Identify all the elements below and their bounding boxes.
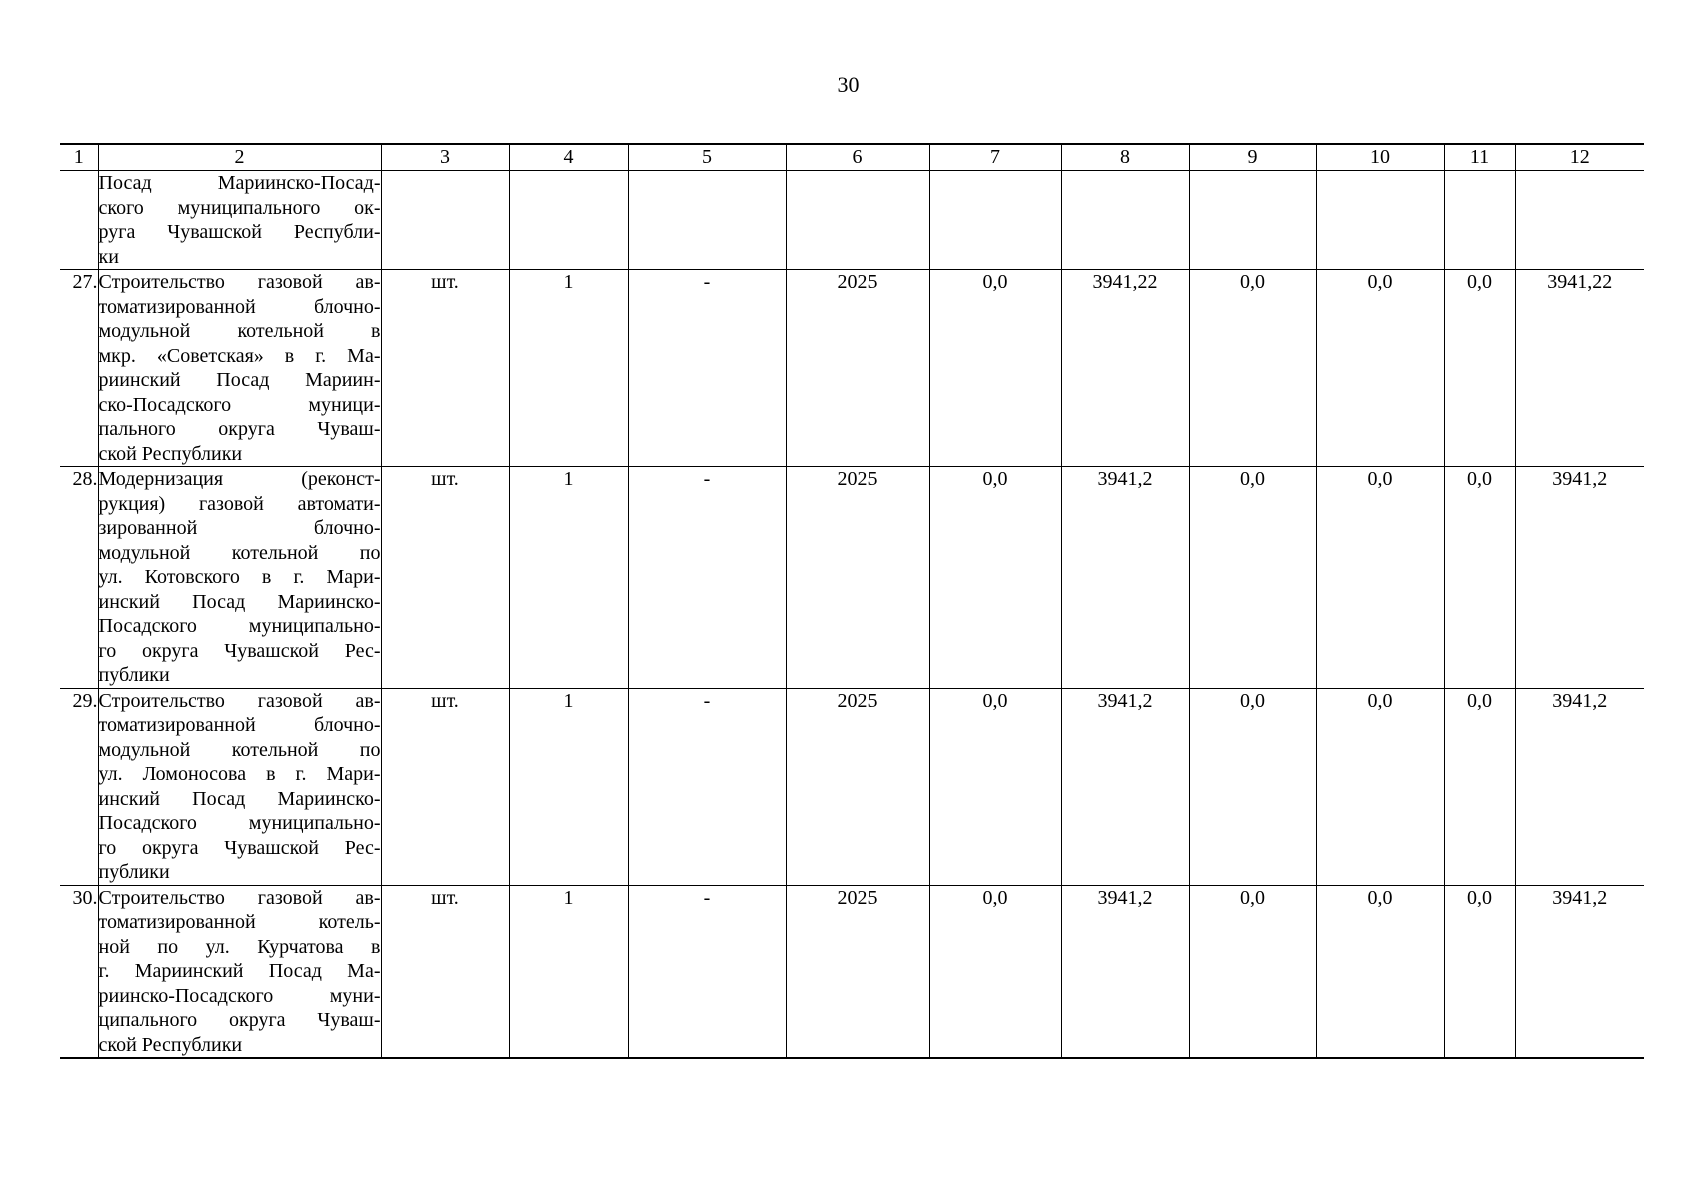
measure-name-line: ул. Ломоносова в г. Мари- bbox=[98, 763, 381, 785]
unit-cell: шт. bbox=[381, 885, 509, 1058]
col9-cell: 0,0 bbox=[1189, 270, 1316, 467]
table-row bbox=[60, 467, 1644, 689]
measure-name-line: томатизированной котель- bbox=[98, 911, 381, 933]
col11-cell: 0,0 bbox=[1444, 688, 1515, 885]
col11-cell: 0,0 bbox=[1444, 885, 1515, 1058]
row-number: 27. bbox=[60, 270, 98, 467]
column-header-4: 4 bbox=[509, 144, 628, 171]
column-header-2: 2 bbox=[98, 144, 381, 171]
measure-name-line: го округа Чувашской Рес- bbox=[98, 836, 381, 859]
column-header-11: 11 bbox=[1444, 144, 1515, 171]
col11-cell bbox=[1444, 171, 1515, 270]
column-header-7: 7 bbox=[929, 144, 1061, 171]
col7-cell: 0,0 bbox=[929, 270, 1061, 467]
measure-name bbox=[98, 171, 381, 270]
col7-cell: 0,0 bbox=[929, 885, 1061, 1058]
measure-name-line: модульной котельной по bbox=[98, 541, 381, 564]
measure-name-line: инский Посад Мариинско- bbox=[98, 787, 381, 810]
year-cell: 2025 bbox=[786, 885, 929, 1058]
measure-name-line: риинский Посад Мариин- bbox=[98, 369, 381, 391]
measure-name-line: Посад Мариинско-Посад- bbox=[98, 172, 381, 194]
col8-cell bbox=[1061, 171, 1189, 270]
quantity-cell bbox=[509, 171, 628, 270]
col8-cell: 3941,2 bbox=[1061, 885, 1189, 1058]
measure-name-line: ципального округа Чуваш- bbox=[98, 1009, 381, 1031]
measure-name-line: зированной блочно- bbox=[98, 517, 381, 539]
unit-cell: шт. bbox=[381, 467, 509, 689]
col7-cell bbox=[929, 171, 1061, 270]
measure-name-line: публики bbox=[98, 861, 170, 883]
column-header-8: 8 bbox=[1061, 144, 1189, 171]
col8-cell: 3941,2 bbox=[1061, 467, 1189, 689]
col8-cell: 3941,22 bbox=[1061, 270, 1189, 467]
col12-cell: 3941,2 bbox=[1515, 688, 1644, 885]
measure-name-line: ского муниципального ок- bbox=[98, 196, 381, 219]
quantity-cell: 1 bbox=[509, 467, 628, 689]
col12-cell: 3941,2 bbox=[1515, 885, 1644, 1058]
measure-name bbox=[98, 467, 381, 689]
year-cell: 2025 bbox=[786, 270, 929, 467]
col10-cell: 0,0 bbox=[1316, 688, 1444, 885]
page-number: 30 bbox=[837, 72, 860, 97]
column-header-3: 3 bbox=[381, 144, 509, 171]
measure-name-line: г. Мариинский Посад Ма- bbox=[98, 960, 381, 982]
column-header-12: 12 bbox=[1515, 144, 1644, 171]
measure-name bbox=[98, 270, 381, 467]
measure-name-line: инский Посад Мариинско- bbox=[98, 590, 381, 613]
measure-name-line: Строительство газовой ав- bbox=[98, 886, 381, 909]
table-row bbox=[60, 171, 1644, 270]
col10-cell: 0,0 bbox=[1316, 467, 1444, 689]
measure-name-line: модульной котельной в bbox=[98, 320, 381, 342]
measure-name-line: Модернизация (реконст- bbox=[98, 468, 381, 490]
col9-cell: 0,0 bbox=[1189, 885, 1316, 1058]
table-body bbox=[60, 171, 1644, 1059]
col5-cell bbox=[628, 171, 786, 270]
table-row bbox=[60, 270, 1644, 467]
col10-cell: 0,0 bbox=[1316, 885, 1444, 1058]
column-header-1: 1 bbox=[60, 144, 98, 171]
col9-cell: 0,0 bbox=[1189, 467, 1316, 689]
year-cell: 2025 bbox=[786, 688, 929, 885]
measure-name bbox=[98, 688, 381, 885]
measure-name-line: пального округа Чуваш- bbox=[98, 418, 381, 440]
col9-cell bbox=[1189, 171, 1316, 270]
table-row bbox=[60, 688, 1644, 885]
measure-name-line: Строительство газовой ав- bbox=[98, 271, 381, 293]
measure-name-line: го округа Чувашской Рес- bbox=[98, 639, 381, 662]
column-header-5: 5 bbox=[628, 144, 786, 171]
col8-cell: 3941,2 bbox=[1061, 688, 1189, 885]
measure-name-line: риинско-Посадского муни- bbox=[98, 984, 381, 1007]
column-header-6: 6 bbox=[786, 144, 929, 171]
row-number: 28. bbox=[60, 467, 98, 689]
unit-cell: шт. bbox=[381, 270, 509, 467]
measure-name-line: томатизированной блочно- bbox=[98, 295, 381, 318]
col5-cell: - bbox=[628, 467, 786, 689]
measure-name-line: Посадского муниципально- bbox=[98, 615, 381, 637]
measure-name-line: публики bbox=[98, 664, 170, 686]
quantity-cell: 1 bbox=[509, 885, 628, 1058]
col5-cell: - bbox=[628, 885, 786, 1058]
table-row bbox=[60, 885, 1644, 1058]
measure-name-line: ской Республики bbox=[98, 442, 243, 465]
row-number: 29. bbox=[60, 688, 98, 885]
measure-name-line: ной по ул. Курчатова в bbox=[98, 935, 381, 958]
col5-cell: - bbox=[628, 688, 786, 885]
measure-name-line: рукция) газовой автомати- bbox=[98, 492, 381, 515]
measure-name bbox=[98, 885, 381, 1058]
year-cell: 2025 bbox=[786, 467, 929, 689]
col12-cell: 3941,22 bbox=[1515, 270, 1644, 467]
quantity-cell: 1 bbox=[509, 270, 628, 467]
col11-cell: 0,0 bbox=[1444, 467, 1515, 689]
unit-cell: шт. bbox=[381, 688, 509, 885]
column-header-9: 9 bbox=[1189, 144, 1316, 171]
col10-cell bbox=[1316, 171, 1444, 270]
header-row bbox=[60, 144, 1644, 171]
row-number bbox=[60, 171, 98, 270]
measure-name-line: ско-Посадского муници- bbox=[98, 393, 381, 416]
measure-name-line: Строительство газовой ав- bbox=[98, 689, 381, 712]
program-table bbox=[60, 143, 1644, 1059]
unit-cell bbox=[381, 171, 509, 270]
quantity-cell: 1 bbox=[509, 688, 628, 885]
measure-name-line: мкр. «Советская» в г. Ма- bbox=[98, 344, 381, 367]
row-number: 30. bbox=[60, 885, 98, 1058]
measure-name-line: руга Чувашской Республи- bbox=[98, 221, 381, 243]
measure-name-line: модульной котельной по bbox=[98, 738, 381, 761]
col5-cell: - bbox=[628, 270, 786, 467]
measure-name-line: Посадского муниципально- bbox=[98, 812, 381, 834]
measure-name-line: томатизированной блочно- bbox=[98, 714, 381, 736]
measure-name-line: ской Республики bbox=[98, 1033, 243, 1056]
measure-name-line: ки bbox=[98, 245, 119, 268]
col11-cell: 0,0 bbox=[1444, 270, 1515, 467]
col12-cell: 3941,2 bbox=[1515, 467, 1644, 689]
col10-cell: 0,0 bbox=[1316, 270, 1444, 467]
year-cell bbox=[786, 171, 929, 270]
col12-cell bbox=[1515, 171, 1644, 270]
measure-name-line: ул. Котовского в г. Мари- bbox=[98, 566, 381, 588]
col9-cell: 0,0 bbox=[1189, 688, 1316, 885]
col7-cell: 0,0 bbox=[929, 467, 1061, 689]
col7-cell: 0,0 bbox=[929, 688, 1061, 885]
column-header-10: 10 bbox=[1316, 144, 1444, 171]
